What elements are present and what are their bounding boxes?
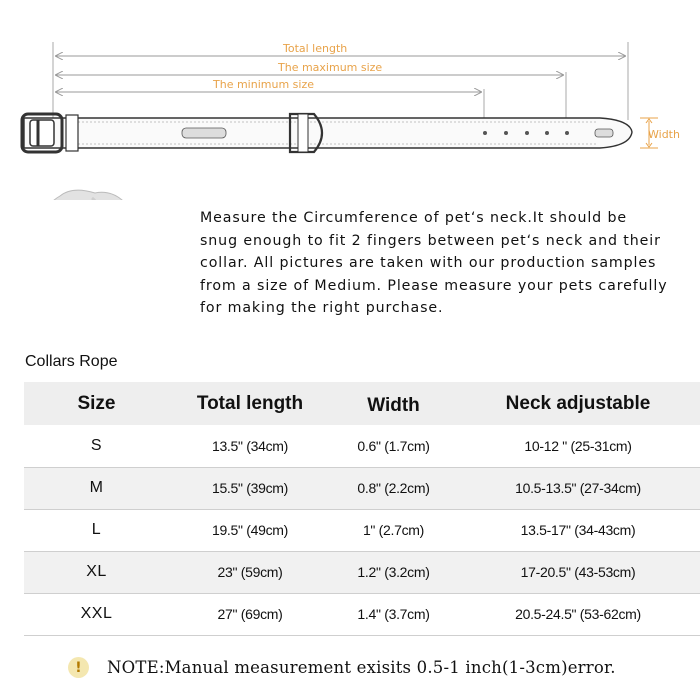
header-neck-adjustable: Neck adjustable <box>505 392 651 414</box>
neck-cell: 10-12 " (25-31cm) <box>524 437 632 454</box>
note-text: NOTE:Manual measurement exisits 0.5-1 inch(1-3cm)error. <box>107 658 616 677</box>
strap-hole <box>565 131 569 135</box>
table-row <box>24 509 700 551</box>
size-chart-table <box>24 382 700 636</box>
width-label: Width <box>648 128 680 141</box>
name-plate <box>182 128 226 138</box>
size-cell: XL <box>86 563 107 580</box>
header-size: Size <box>77 392 116 414</box>
size-cell: XXL <box>80 605 113 622</box>
total-length-cell: 15.5" (39cm) <box>211 480 289 496</box>
min-size-label: The minimum size <box>213 78 314 91</box>
size-cell: S <box>90 436 103 454</box>
table-row <box>24 425 700 467</box>
neck-cell: 10.5-13.5" (27-34cm) <box>515 480 641 496</box>
table-row <box>24 551 700 593</box>
strap-hole <box>504 131 508 135</box>
total-length-cell: 23" (59cm) <box>217 564 283 580</box>
table-row <box>24 593 700 635</box>
max-size-label: The maximum size <box>278 61 383 74</box>
table-header-row <box>24 382 700 425</box>
width-cell: 0.6" (1.7cm) <box>357 437 430 454</box>
strap-hole <box>545 131 549 135</box>
exclamation-icon: ! <box>68 657 89 678</box>
total-length-cell: 27" (69cm) <box>217 606 283 622</box>
collar-diagram <box>0 0 700 200</box>
dog-neck-icon <box>42 190 161 200</box>
strap-hole <box>483 131 487 135</box>
width-cell: 1" (2.7cm) <box>362 522 425 538</box>
neck-cell: 20.5-24.5" (53-62cm) <box>515 606 641 622</box>
collar-strap <box>24 118 632 148</box>
neck-cell: 13.5-17" (34-43cm) <box>520 522 636 538</box>
measurement-instructions: Measure the Circumference of pet‘s neck.It should be snug enough to fit 2 fingers between pet‘s neck and their collar. All pictures are taken with our production samples from a size of Medium. Please measure your pets carefully for making the right purchase. <box>200 210 668 316</box>
width-cell: 1.4" (3.7cm) <box>357 606 430 622</box>
total-length-cell: 13.5" (34cm) <box>211 437 289 454</box>
size-cell: M <box>89 479 104 496</box>
header-width: Width <box>367 395 420 416</box>
tip-tag <box>595 129 613 137</box>
total-length-cell: 19.5" (49cm) <box>211 522 289 538</box>
strap-hole <box>525 131 529 135</box>
strap-keeper <box>66 115 78 151</box>
size-cell: L <box>91 521 102 538</box>
note-banner <box>68 657 616 678</box>
total-length-label: Total length <box>283 42 348 55</box>
width-cell: 0.8" (2.2cm) <box>357 480 430 496</box>
width-cell: 1.2" (3.2cm) <box>357 564 430 580</box>
table-title: Collars Rope <box>25 353 118 370</box>
table-row <box>24 467 700 509</box>
header-total-length: Total length <box>196 392 304 414</box>
neck-cell: 17-20.5" (43-53cm) <box>520 564 636 580</box>
